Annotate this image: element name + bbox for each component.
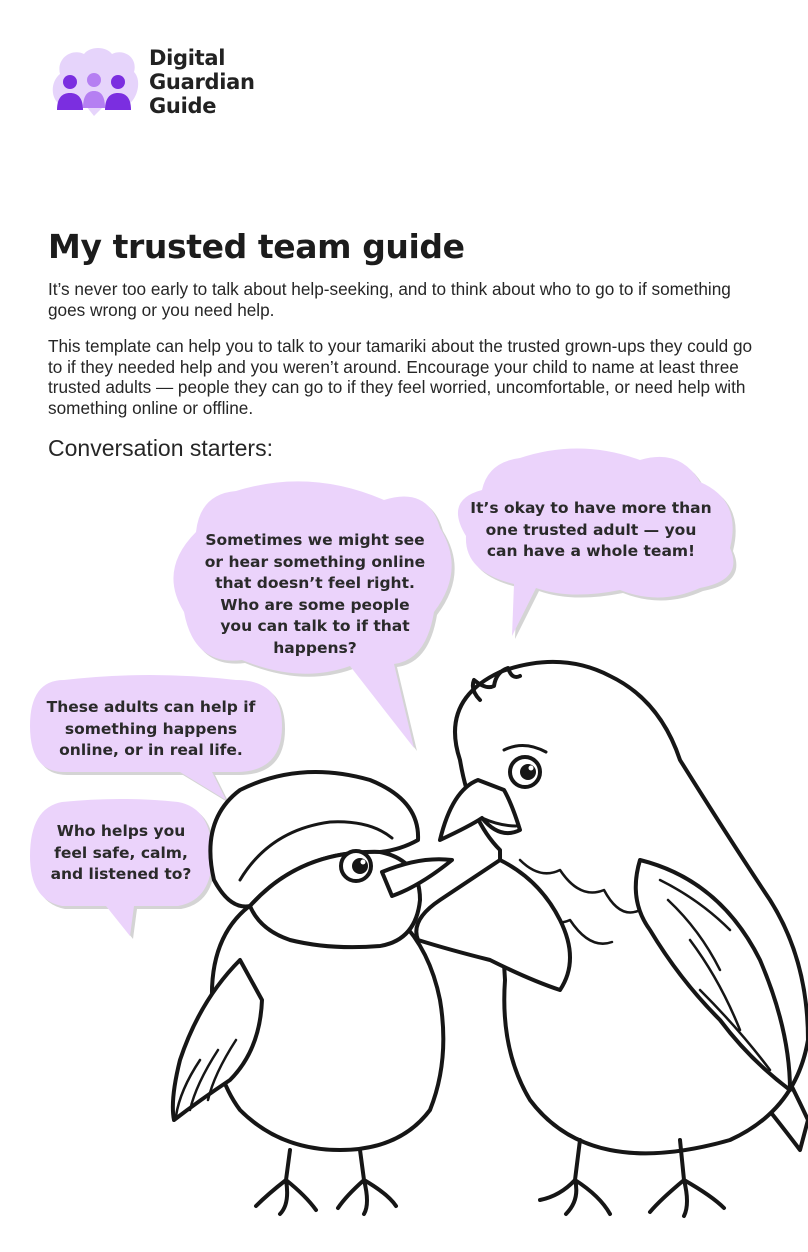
adult-bird-pupil <box>520 764 536 780</box>
brand-name <box>149 46 289 118</box>
chick-bird-leg-right <box>338 1150 396 1214</box>
speech-bubble-text-1: Sometimes we might see or hear something online that doesn’t feel right. Who are some people you can talk to if that happens? <box>204 531 426 657</box>
adult-bird-eye-glint <box>529 766 534 771</box>
logo-person-right-head <box>111 75 125 89</box>
adult-bird-leg-left <box>540 1140 610 1214</box>
explanation-paragraph: This template can help you to talk to your tamariki about the trusted grown-ups they could go to if they needed help and you weren’t around. Encourage your child to name at least three trusted adults — people they can go to if they feel worried, uncomfortable, or need help with something online or offline. <box>48 336 753 418</box>
conversation-starters-heading: Conversation starters: <box>48 435 273 461</box>
chick-bird-pupil <box>352 858 368 874</box>
chick-bird <box>173 772 452 1214</box>
logo-person-left-head <box>63 75 77 89</box>
page-title: My trusted team guide <box>48 227 465 266</box>
intro-paragraph: It’s never too early to talk about help-seeking, and to think about who to go to if something goes wrong or you need help. <box>48 279 731 320</box>
speech-bubble-text-3: These adults can help if something happens online, or in real life. <box>46 698 256 759</box>
brand-logo-icon <box>48 44 140 120</box>
brand-line-3: Guide <box>149 94 217 118</box>
chick-bird-eye-glint <box>361 860 366 865</box>
speech-bubble-text-4: Who helps you feel safe, calm, and listened to? <box>50 822 192 883</box>
adult-bird <box>416 662 808 1216</box>
speech-bubble-text-2: It’s okay to have more than one trusted adult — you can have a whole team! <box>470 499 712 560</box>
chick-bird-leg-left <box>256 1150 316 1214</box>
brand-line-1: Digital <box>149 46 226 70</box>
brand-line-2: Guardian <box>149 70 255 94</box>
logo-person-center-head <box>87 73 101 87</box>
